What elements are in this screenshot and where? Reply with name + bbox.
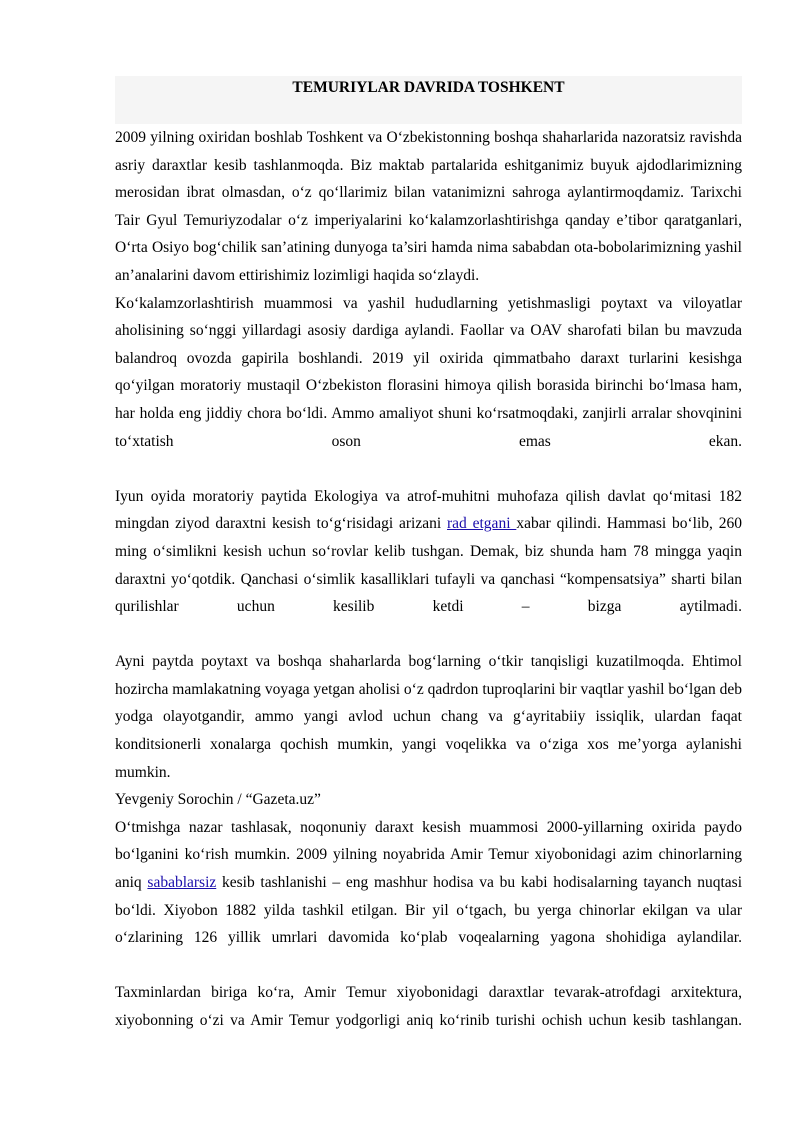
title-band — [115, 76, 742, 124]
paragraph-spacer — [115, 621, 742, 649]
document-page — [115, 76, 742, 1035]
photo-credit: Yevgeniy Sorochin / “Gazeta.uz” — [115, 791, 321, 809]
without-reason-link[interactable]: sabablarsiz — [147, 874, 217, 892]
paragraph-spacer — [115, 952, 742, 980]
paragraph-moratorium-text-1: Iyun oyida moratoriy paytida Ekologiya va atrof-muhitni muhofaza qilish davlat qo‘mitasi 182 mingdan ziyod daraxtni kesish to‘g‘risidagi arizani — [115, 487, 742, 533]
paragraph-history-text-1: O‘tmishga nazar tashlasak, noqonuniy daraxt kesish muammosi 2000-yillarning oxirida paydo bo‘lganini ko‘rish mumkin. 2009 yilning noyabrida Amir Temur xiyobonidagi azim chinorlarning aniq — [115, 818, 742, 892]
paragraph-intro: 2009 yilning oxiridan boshlab Toshkent va O‘zbekistonning boshqa shaharlarida nazoratsiz ravishda asriy daraxtlar kesib tashlanmoqda. Biz maktab partalarida eshitganimiz buyuk ajdodlarimizning merosidan ibrat olmasdan, o‘z qo‘llarimiz bilan vatanimizni sahroga aylantirmoqdamiz. Tarixchi Tair Gyul Temuriyzodalar o‘z imperiyalarini ko‘kalamzorlashtirishga qanday e’tibor qaratganlari, O‘rta Osiyo bog‘chilik san’atining dunyoga ta’siri hamda nima sababdan ota-bobolarimizning yashil an’analarini davom ettirishimiz lozimligi haqida so‘zlaydi. — [115, 129, 742, 284]
paragraph-gardens-shortage: Ayni paytda poytaxt va boshqa shaharlarda bog‘larning o‘tkir tanqisligi kuzatilmoqda. Ehtimol hozircha mamlakatning voyaga yetgan aholisi o‘z qadrdon tuproqlarini bir vaqtlar yashil bo‘lgan deb yodga olayotgandir, ammo yangi avlod uchun chang va g‘ayritabiiy issiqlik, ulardan faqat konditsionerli xonalarga qochish mumkin, yangi voqelikka va o‘ziga xos me’yorga aylanishi mumkin. — [115, 653, 742, 781]
document-title: TEMURIYLAR DAVRIDA TOSHKENT — [292, 79, 565, 96]
paragraph-moratorium-text-2: xabar qilindi. Hammasi bo‘lib, 260 ming o‘simlikni kesish uchun so‘rovlar kelib tushgan. Demak, biz shunda ham 78 mingga yaqin daraxtni yo‘qotdik. Qanchasi o‘simlik kasalliklari tufayli va qanchasi “kompensatsiya” sharti bilan qurilishlar uchun kesilib ketdi – bizga aytilmadi. — [115, 515, 743, 616]
paragraph-history — [115, 814, 742, 952]
paragraph-greening-problem: Ko‘kalamzorlashtirish muammosi va yashil hududlarning yetishmasligi poytaxt va viloyatlar aholisining so‘nggi yillardagi asosiy dardiga aylandi. Faollar va OAV sharofati bilan bu mavzuda balandroq ovozda gapirila boshlandi. 2019 yil oxirida qimmatbaho daraxt turlarini kesishga qo‘yilgan moratoriy mustaqil O‘zbekiston florasini himoya qilish borasida birinchi bo‘lmasa ham, har holda eng jiddiy chora bo‘ldi. Ammo amaliyot shuni ko‘rsatmoqdaki, zanjirli arralar shovqinini to‘xtatish oson emas ekan. — [115, 294, 742, 450]
paragraph-moratorium — [115, 483, 742, 621]
rejected-link[interactable]: rad etgani — [447, 515, 517, 533]
paragraph-history-text-2: kesib tashlanishi – eng mashhur hodisa va bu kabi hodisalarning tayanch nuqtasi bo‘ldi. Xiyobon 1882 yilda tashkil etilgan. Bir yil o‘tgach, bu yerga chinorlar ekilgan va ular o‘zlarining 126 yillik umrlari davomida ko‘plab voqealarning yagona shohidiga aylandilar. — [115, 874, 742, 947]
paragraph-assumptions: Taxminlardan biriga ko‘ra, Amir Temur xiyobonidagi daraxtlar tevarak-atrofdagi arxitektura, xiyobonning o‘zi va Amir Temur yodgorligi aniq ko‘rinib turishi ochish uchun kesib tashlangan. — [115, 984, 742, 1029]
paragraph-spacer — [115, 455, 742, 483]
